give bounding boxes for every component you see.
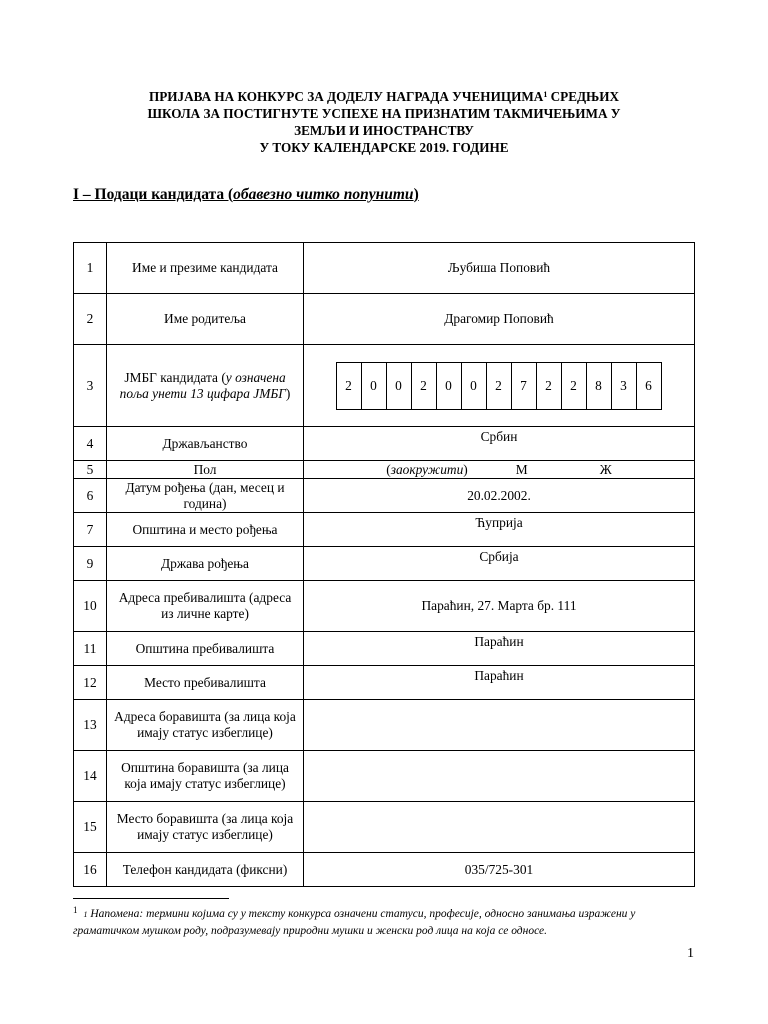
- phone-value[interactable]: 035/725-301: [304, 853, 695, 887]
- residence-address-value[interactable]: Параћин, 27. Марта бр. 111: [304, 581, 695, 632]
- residence-place-value[interactable]: Параћин: [304, 666, 695, 700]
- field-label: Датум рођења (дан, месец и година): [107, 479, 304, 513]
- field-label: Општина и место рођења: [107, 513, 304, 547]
- table-row: [74, 243, 695, 294]
- stay-address-value[interactable]: [304, 700, 695, 751]
- jmbg-digit[interactable]: 0: [436, 362, 462, 410]
- table-row: [74, 345, 695, 427]
- parent-name-value[interactable]: Драгомир Поповић: [304, 294, 695, 345]
- row-number: 5: [74, 461, 107, 479]
- table-row: [74, 853, 695, 887]
- field-label: Име и презиме кандидата: [107, 243, 304, 294]
- row-number: 6: [74, 479, 107, 513]
- stay-municipality-value[interactable]: [304, 751, 695, 802]
- table-row: [74, 632, 695, 666]
- gender-male-option[interactable]: М: [515, 461, 528, 477]
- row-number: 16: [74, 853, 107, 887]
- citizenship-value[interactable]: Србин: [304, 427, 695, 461]
- title-line-3: ЗЕМЉИ И ИНОСТРАНСТВУ: [294, 123, 474, 138]
- row-number: 11: [74, 632, 107, 666]
- jmbg-digit[interactable]: 6: [636, 362, 662, 410]
- jmbg-digit[interactable]: 2: [336, 362, 362, 410]
- table-row: [74, 700, 695, 751]
- birth-place-value[interactable]: Ћуприја: [304, 513, 695, 547]
- birth-country-value[interactable]: Србија: [304, 547, 695, 581]
- footnote-divider: [73, 898, 229, 899]
- field-label: Адреса пребивалишта (адреса из личне карте): [107, 581, 304, 632]
- jmbg-digit[interactable]: 2: [486, 362, 512, 410]
- footnote-marker: 1: [73, 905, 78, 915]
- footnote-ref: 1: [543, 90, 548, 99]
- row-number: 4: [74, 427, 107, 461]
- title-line-1-end: СРЕДЊИХ: [547, 89, 620, 104]
- field-label: Општина боравишта (за лица која имају статус избеглице): [107, 751, 304, 802]
- section-heading-end: ): [413, 186, 419, 203]
- birth-date-value[interactable]: 20.02.2002.: [304, 479, 695, 513]
- table-row: [74, 461, 695, 479]
- row-number: 10: [74, 581, 107, 632]
- title-line-4: У ТОКУ КАЛЕНДАРСКЕ 2019. ГОДИНЕ: [259, 140, 509, 155]
- section-heading-text: I – Подаци кандидата (: [73, 186, 234, 203]
- table-row: [74, 581, 695, 632]
- jmbg-boxes: [308, 362, 690, 410]
- row-number: 1: [74, 243, 107, 294]
- jmbg-digit[interactable]: 2: [536, 362, 562, 410]
- row-number: 3: [74, 345, 107, 427]
- field-label-note: у означена поља унети 13 цифара ЈМБГ: [119, 369, 286, 401]
- field-label: Место пребивалишта: [107, 666, 304, 700]
- table-row: [74, 666, 695, 700]
- row-number: 15: [74, 802, 107, 853]
- gender-note: (заокружити): [386, 461, 468, 477]
- page-number: 1: [687, 946, 694, 961]
- candidate-name-value[interactable]: Љубиша Поповић: [304, 243, 695, 294]
- gender-field: [304, 461, 695, 479]
- field-label: Име родитеља: [107, 294, 304, 345]
- jmbg-digit[interactable]: 0: [361, 362, 387, 410]
- field-label: Телефон кандидата (фиксни): [107, 853, 304, 887]
- jmbg-digit[interactable]: 7: [511, 362, 537, 410]
- jmbg-digit[interactable]: 3: [611, 362, 637, 410]
- jmbg-field: [304, 345, 695, 427]
- field-label: Држављанство: [107, 427, 304, 461]
- table-row: [74, 427, 695, 461]
- jmbg-digit[interactable]: 0: [386, 362, 412, 410]
- form-title: [90, 86, 678, 156]
- jmbg-digit[interactable]: 2: [411, 362, 437, 410]
- stay-place-value[interactable]: [304, 802, 695, 853]
- row-number: 7: [74, 513, 107, 547]
- table-row: [74, 294, 695, 345]
- row-number: 9: [74, 547, 107, 581]
- field-label: Адреса боравишта (за лица која имају статус избеглице): [107, 700, 304, 751]
- table-row: [74, 802, 695, 853]
- field-label: ЈМБГ кандидата (у означена поља унети 13 цифара ЈМБГ): [107, 345, 304, 427]
- candidate-data-table: [73, 242, 695, 887]
- jmbg-digit[interactable]: 8: [586, 362, 612, 410]
- residence-municipality-value[interactable]: Параћин: [304, 632, 695, 666]
- field-label: Држава рођења: [107, 547, 304, 581]
- gender-female-option[interactable]: Ж: [599, 461, 612, 477]
- jmbg-digit[interactable]: 2: [561, 362, 587, 410]
- title-line-2: ШКОЛА ЗА ПОСТИГНУТЕ УСПЕХЕ НА ПРИЗНАТИМ ТАКМИЧЕЊИМА У: [147, 106, 621, 121]
- table-row: [74, 547, 695, 581]
- footnote-marker-inline: 1: [83, 910, 88, 919]
- footnote-text: Напомена: термини којима су у тексту конкурса означени статуси, професије, односно занимања изражени у граматичком мушком роду, подразумевају природни мушки и женски род лица на која се односе.: [73, 908, 636, 937]
- row-number: 14: [74, 751, 107, 802]
- row-number: 12: [74, 666, 107, 700]
- table-row: [74, 513, 695, 547]
- row-number: 13: [74, 700, 107, 751]
- field-label: Пол: [107, 461, 304, 479]
- table-row: [74, 479, 695, 513]
- field-label: Место боравишта (за лица која имају статус избеглице): [107, 802, 304, 853]
- section-heading-note: обавезно читко попунити: [233, 186, 414, 203]
- section-heading: [73, 186, 419, 204]
- title-line-1: ПРИЈАВА НА КОНКУРС ЗА ДОДЕЛУ НАГРАДА УЧЕНИЦИМА: [148, 89, 544, 104]
- table-row: [74, 751, 695, 802]
- field-label: Општина пребивалишта: [107, 632, 304, 666]
- jmbg-digit[interactable]: 0: [461, 362, 487, 410]
- row-number: 2: [74, 294, 107, 345]
- footnote: [73, 902, 693, 939]
